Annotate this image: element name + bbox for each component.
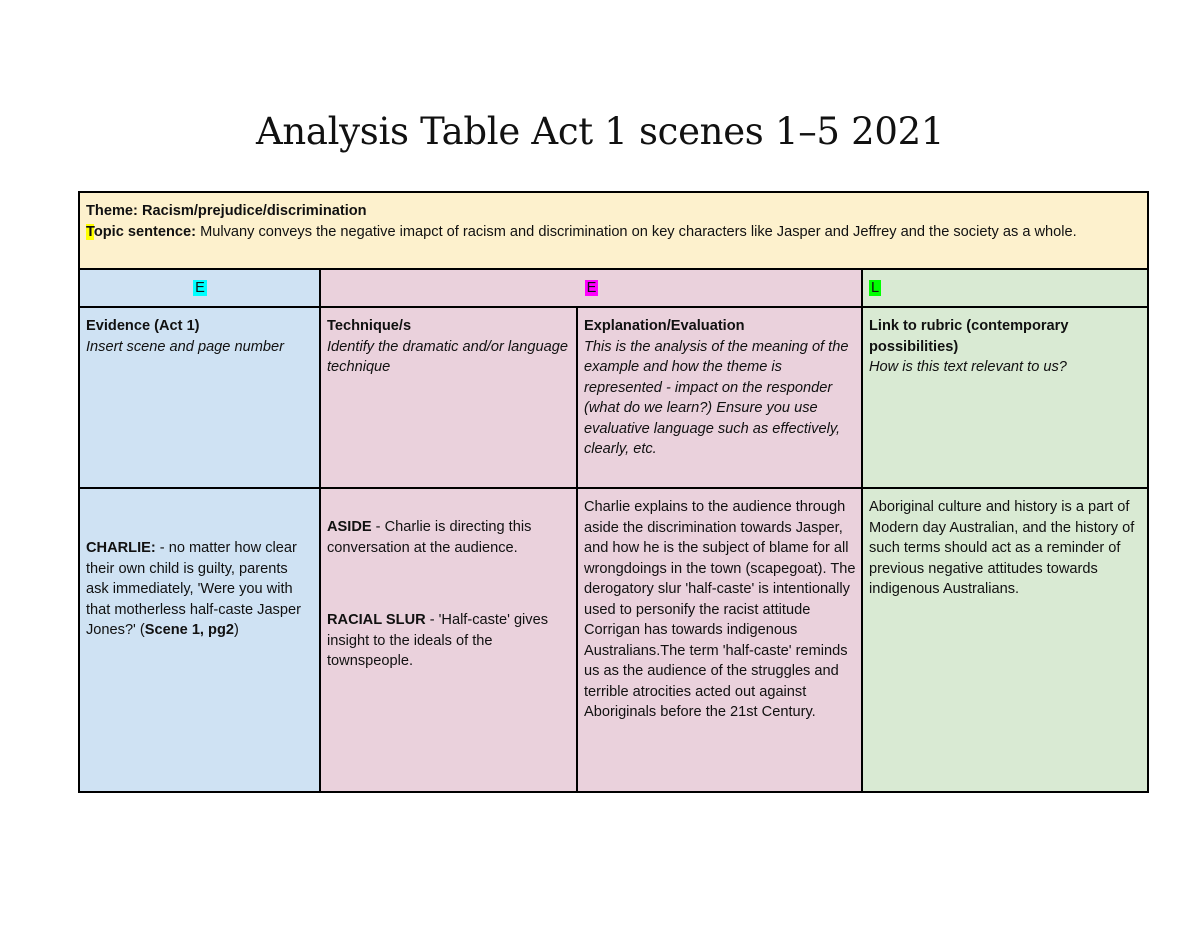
- topic-label: opic sentence:: [93, 223, 197, 240]
- theme-cell: [79, 192, 1148, 269]
- page-title: Analysis Table Act 1 scenes 1–5 2021: [255, 110, 945, 153]
- explanation-hint: This is the analysis of the meaning of the example and how the theme is represented - impact on the responder (what do we learn?) Ensure you use evaluative language such as effectively, clearly, etc.: [584, 338, 849, 457]
- evidence-cell: [79, 488, 320, 792]
- evidence-hint: Insert scene and page number: [86, 338, 284, 355]
- technique-title: Technique/s: [327, 318, 412, 334]
- technique-aside-text: - Charlie is directing this conversation at the audience.: [327, 519, 532, 556]
- link-cell: [862, 488, 1148, 792]
- evidence-label-cell: [79, 307, 320, 488]
- technique-slur: [327, 610, 571, 672]
- header-evidence-cell: [79, 269, 320, 307]
- technique-label-cell: [320, 307, 577, 488]
- header-e2: E: [586, 280, 597, 296]
- technique-aside: [327, 517, 571, 558]
- link-title: Link to rubric (contemporary possibilities): [869, 318, 1069, 355]
- topic-first-letter: T: [86, 223, 94, 240]
- header-e1: E: [195, 280, 205, 296]
- explanation-title: Explanation/Evaluation: [584, 318, 745, 334]
- topic-text: Mulvany conveys the negative imapct of racism and discrimination on key characters like Jasper and Jeffrey and the society as a whole.: [196, 223, 1077, 240]
- header-explain-cell: [320, 269, 862, 307]
- technique-hint: Identify the dramatic and/or language technique: [327, 338, 568, 375]
- evidence-quote: [86, 538, 314, 641]
- theme-label: Theme: Racism/prejudice/discrimination: [86, 203, 367, 219]
- link-text: Aboriginal culture and history is a part of Modern day Australian, and the history of such terms should act as a reminder of previous negative attitudes towards indigenous Australians.: [869, 499, 1135, 597]
- header-l: L: [871, 280, 880, 296]
- section-header-row: [79, 269, 1148, 307]
- technique-aside-name: ASIDE: [327, 519, 372, 535]
- technique-slur-name: RACIAL SLUR: [327, 612, 426, 628]
- evidence-close: ): [234, 622, 239, 638]
- technique-cell: [320, 488, 577, 792]
- link-hint: How is this text relevant to us?: [869, 359, 1067, 375]
- link-label-cell: [862, 307, 1148, 488]
- content-row: [79, 488, 1148, 792]
- explanation-cell: [577, 488, 862, 792]
- analysis-table: [78, 191, 1149, 793]
- technique-gap: [327, 558, 571, 610]
- explanation-label-cell: [577, 307, 862, 488]
- evidence-title: Evidence (Act 1): [86, 318, 200, 334]
- explanation-text: Charlie explains to the audience through aside the discrimination towards Jasper, and how he is the subject of blame for all wrongdoings in the town (scapegoat). The derogatory slur 'half-caste' is intentionally used to personify the racist attitude Corrigan has towards indigenous Australians.The term 'half-caste' reminds us as the audience of the struggles and terrible atrocities acted out against Aboriginals before the 21st Century.: [584, 499, 856, 720]
- technique-slur-text: - 'Half-caste' gives insight to the ideals of the townspeople.: [327, 612, 549, 669]
- label-row: [79, 307, 1148, 488]
- topic-sentence: [86, 222, 1142, 243]
- theme-row: [79, 192, 1148, 269]
- header-link-cell: [862, 269, 1148, 307]
- evidence-speaker: CHARLIE:: [86, 540, 156, 556]
- evidence-quote-text: - no matter how clear their own child is guilty, parents ask immediately, 'Were you with that motherless half-caste Jasper Jones?' (: [86, 540, 301, 638]
- evidence-ref: Scene 1, pg2: [144, 622, 234, 638]
